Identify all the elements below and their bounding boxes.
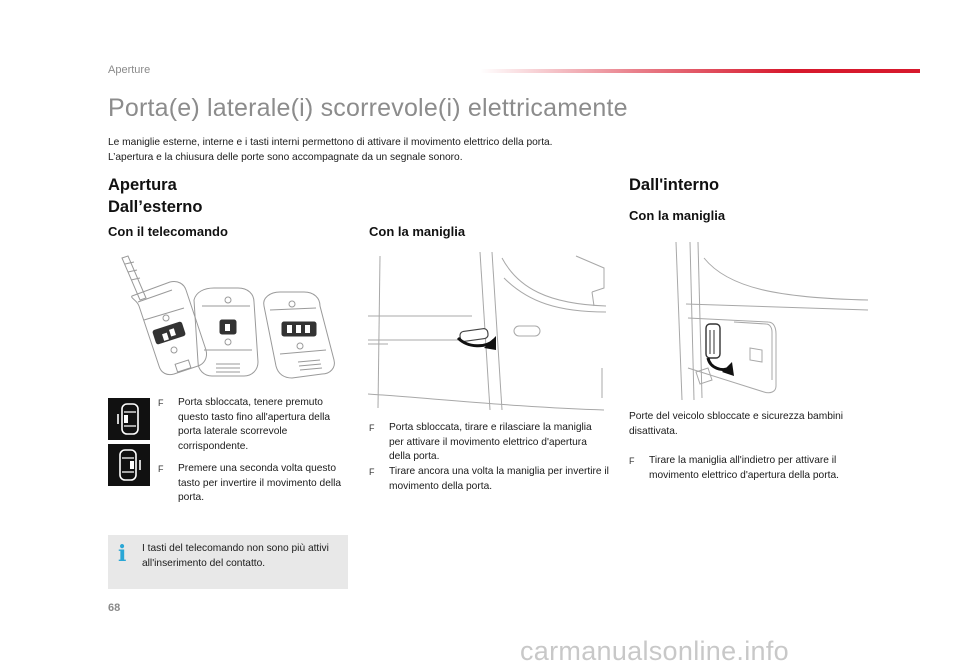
right-door-button-icon [108,444,150,486]
bullet-marker: F [629,456,635,466]
right-door-button [108,444,150,486]
bullet-marker: F [369,423,375,433]
bullet-marker: F [158,398,164,408]
info-icon: i [118,541,127,567]
left-door-button [108,398,150,440]
inside-bullet-1: F Tirare la maniglia all'indietro per attivare il movimento elettrico d'apertura della porta. [629,455,839,481]
page-title: Porta(e) laterale(i) scorrevole(i) elettricamente [108,94,628,122]
intro-text [108,135,728,165]
remote-key-icon [122,256,207,375]
intro-line-2: L’apertura e la chiusura delle porte sono accompagnate da un segnale sonoro. [108,152,463,163]
inside-handle-heading: Con la maniglia [629,208,726,223]
inside-handle-illustration [668,238,870,404]
remote-key-illustration [112,250,348,382]
page-number: 68 [108,602,121,614]
outside-handle-heading: Con la maniglia [369,224,466,239]
intro-line-1: Le maniglie esterne, interne e i tasti interni permettono di attivare il movimento elettrico della porta. [108,137,553,148]
inside-condition: Porte del veicolo sbloccate e sicurezza bambini disattivata. [629,411,844,437]
remote-bullet-2: F Premere una seconda volta questo tasto per invertire il movimento della porta. [158,463,342,503]
bullet-marker: F [369,467,375,477]
outside-bullet-1: F Porta sbloccata, tirare e rilasciare la maniglia per attivare il movimento elettrico d'apertura della porta. [369,422,592,462]
header-rule [480,69,920,73]
info-note-text: I tasti del telecomando non sono più attivi all'inserimento del contatto. [142,543,329,569]
door-handle-arrow-icon [706,324,734,376]
apertura-heading: Apertura [108,176,177,194]
door-handle-arrow-icon [458,328,496,350]
info-note [108,535,348,589]
outside-bullet-2: F Tirare ancora una volta la maniglia per invertire il movimento della porta. [369,466,609,492]
outside-handle-illustration [368,248,608,414]
dallesterno-heading: Dall’esterno [108,198,203,216]
watermark: carmanualsonline.info [520,636,789,666]
bullet-marker: F [158,464,164,474]
section-label: Aperture [108,64,151,76]
inside-heading: Dall'interno [629,176,720,194]
remote-bullet-1: F Porta sbloccata, tenere premuto questo tasto fino all'apertura della porta laterale scorrevole corrispondente. [158,397,331,452]
remote-heading: Con il telecomando [108,224,228,239]
left-door-button-icon [108,398,150,440]
